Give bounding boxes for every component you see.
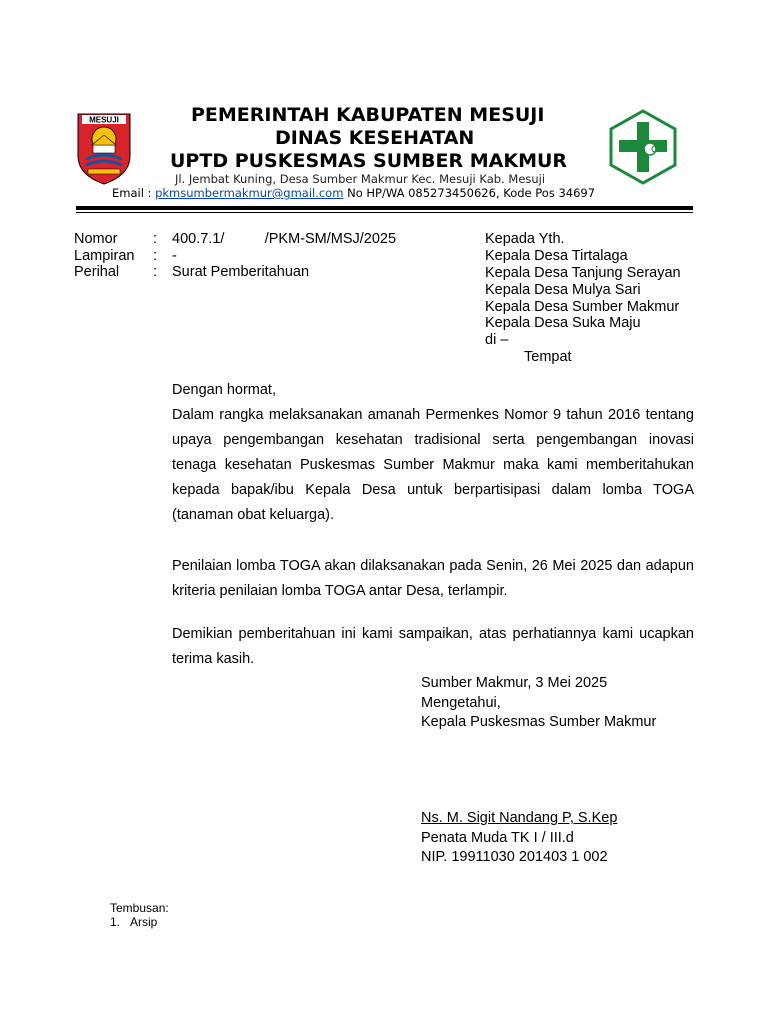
tembusan-label: Tembusan: bbox=[110, 901, 169, 915]
signer-nip: NIP. 19911030 201403 1 002 bbox=[421, 849, 608, 865]
lampiran-colon: : bbox=[153, 248, 158, 264]
recipient-line: Kepala Desa Tanjung Serayan bbox=[485, 265, 681, 281]
mesuji-regency-logo bbox=[74, 111, 134, 186]
lampiran-label: Lampiran bbox=[74, 248, 135, 264]
email-link[interactable]: pkmsumbermakmur@gmail.com bbox=[155, 186, 344, 200]
body-paragraph-2: Penilaian lomba TOGA akan dilaksanakan pada Senin, 26 Mei 2025 dan adapun kriteria penilaian lomba TOGA antar Desa, terlampir. bbox=[172, 558, 694, 599]
recipient-greeting: Kepada Yth. bbox=[485, 231, 565, 247]
kop-title-puskesmas: UPTD PUSKESMAS SUMBER MAKMUR bbox=[170, 150, 568, 172]
kop-title-department: DINAS KESEHATAN bbox=[275, 127, 475, 149]
email-label: Email : bbox=[112, 186, 152, 200]
kop-address: Jl. Jembat Kuning, Desa Sumber Makmur Kec. Mesuji Kab. Mesuji bbox=[175, 172, 546, 186]
recipient-line: Kepala Desa Suka Maju bbox=[485, 315, 641, 331]
recipient-line: Kepala Desa Sumber Makmur bbox=[485, 299, 680, 315]
recipient-line: Kepala Desa Tirtalaga bbox=[485, 248, 628, 264]
body-paragraph-3: Demikian pemberitahuan ini kami sampaikan, atas perhatiannya kami ucapkan terima kasih. bbox=[172, 626, 694, 667]
lampiran-value: - bbox=[172, 248, 177, 264]
perihal-label: Perihal bbox=[74, 264, 120, 280]
signer-position: Kepala Puskesmas Sumber Makmur bbox=[421, 714, 657, 730]
kop-contact-line bbox=[112, 186, 595, 200]
signer-rank: Penata Muda TK I / III.d bbox=[421, 830, 574, 846]
letterhead-divider-thick bbox=[76, 206, 693, 210]
puskesmas-logo bbox=[608, 108, 678, 186]
recipient-line: Kepala Desa Mulya Sari bbox=[485, 282, 641, 298]
contact-info: No HP/WA 085273450626, Kode Pos 34697 bbox=[347, 186, 596, 200]
tembusan-item: 1. Arsip bbox=[110, 915, 158, 929]
perihal-colon: : bbox=[153, 264, 158, 280]
svg-text:MESUJI: MESUJI bbox=[89, 115, 119, 125]
nomor-value: 400.7.1/ /PKM-SM/MSJ/2025 bbox=[172, 231, 397, 247]
signer-name: Ns. M. Sigit Nandang P, S.Kep bbox=[421, 810, 618, 826]
body-paragraph-1: Dalam rangka melaksanakan amanah Permenkes Nomor 9 tahun 2016 tentang upaya pengembangan kesehatan tradisional serta pengembangan inovasi tenaga kesehatan Puskesmas Sumber Makmur maka kami memberitahukan kepada bapak/ibu Kepala Desa untuk berpartisipasi dalam lomba TOGA (tanaman obat keluarga). bbox=[172, 407, 694, 523]
nomor-label: Nomor bbox=[74, 231, 118, 247]
salutation: Dengan hormat, bbox=[172, 382, 276, 398]
kop-title-government: PEMERINTAH KABUPATEN MESUJI bbox=[191, 104, 545, 126]
letterhead-divider-thin bbox=[76, 212, 693, 213]
perihal-value: Surat Pemberitahuan bbox=[172, 264, 310, 280]
acknowledged-label: Mengetahui, bbox=[421, 695, 501, 711]
recipient-di: di – bbox=[485, 332, 509, 348]
nomor-colon: : bbox=[153, 231, 158, 247]
place-date: Sumber Makmur, 3 Mei 2025 bbox=[421, 675, 608, 691]
recipient-tempat: Tempat bbox=[524, 349, 572, 365]
